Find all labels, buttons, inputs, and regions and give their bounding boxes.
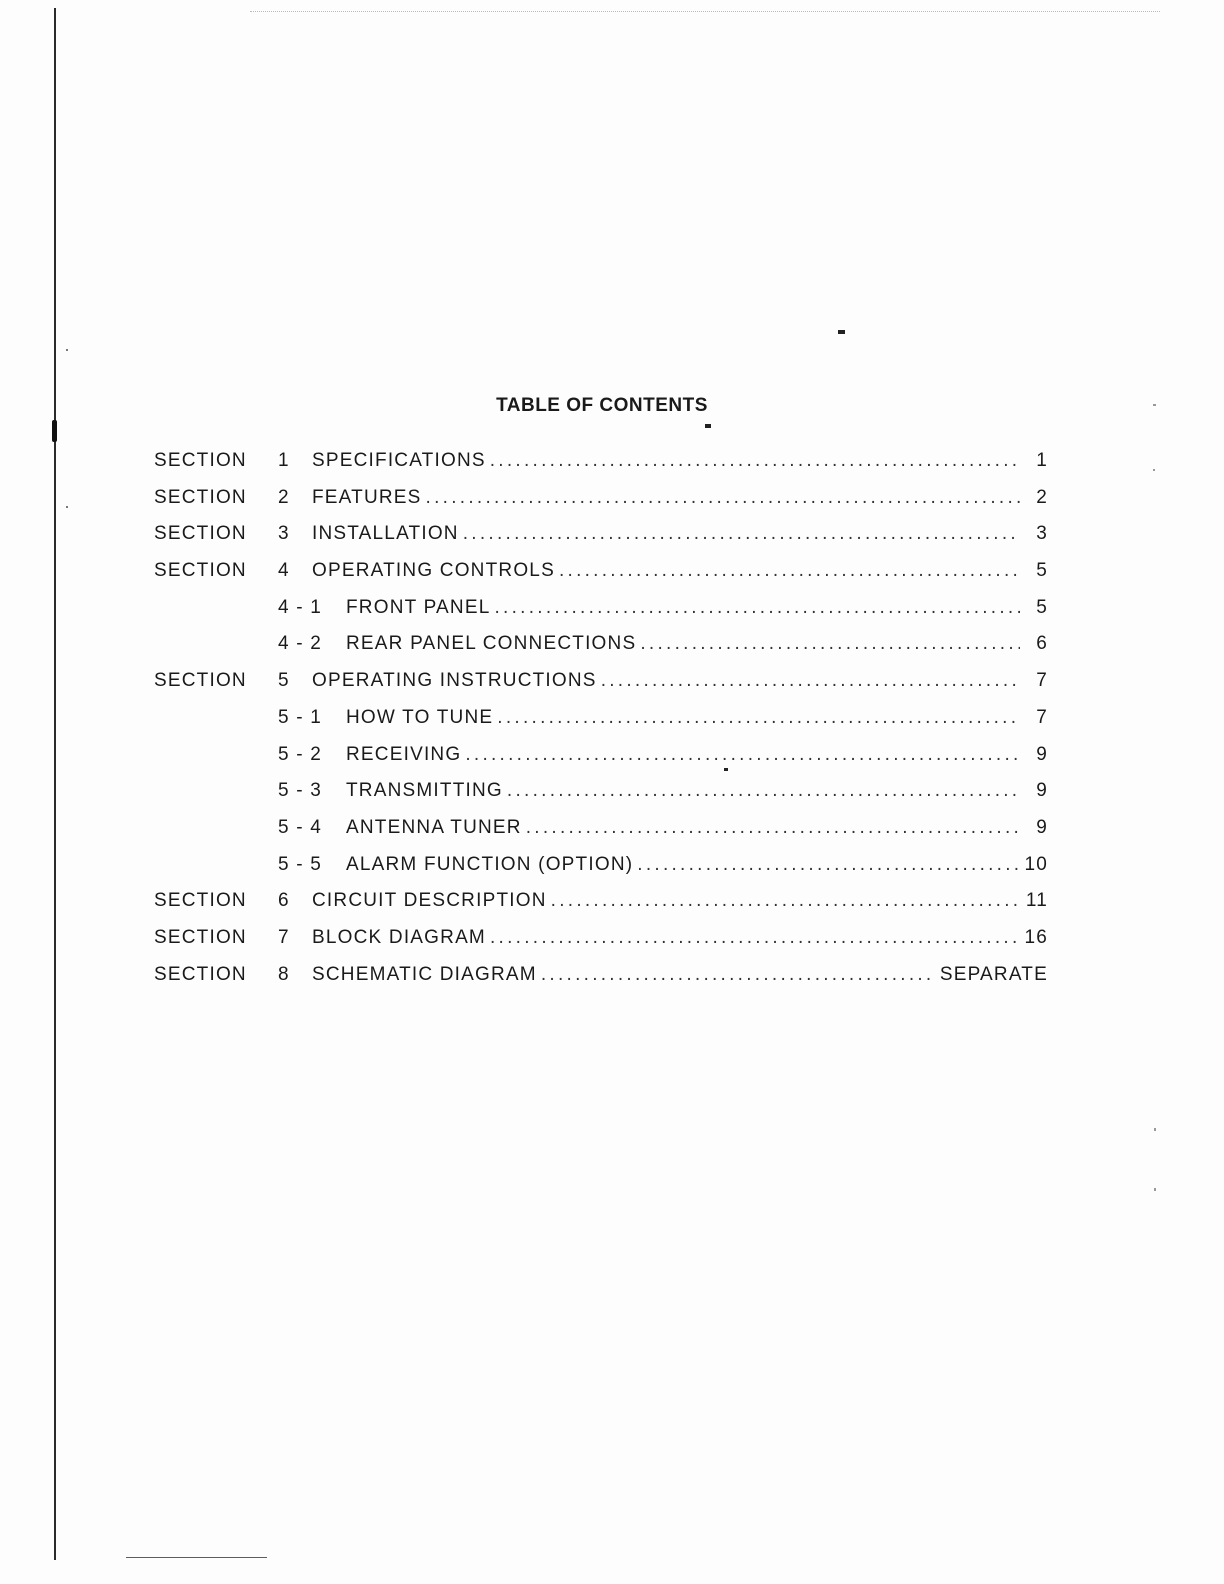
toc-section-label: SECTION xyxy=(154,670,247,692)
toc-section-number: 6 xyxy=(278,890,290,912)
toc-subentry[interactable] xyxy=(154,631,1048,668)
toc-entry-title: ANTENNA TUNER xyxy=(346,816,522,838)
dot-leader xyxy=(463,523,1020,545)
toc-page-number: 9 xyxy=(1036,743,1048,765)
toc-entry-title: TRANSMITTING xyxy=(346,780,503,802)
toc-section-number: 5 xyxy=(278,670,290,692)
toc-section-label: SECTION xyxy=(154,450,247,471)
toc-section-label: SECTION xyxy=(154,926,247,948)
toc-entry-title: SCHEMATIC DIAGRAM xyxy=(312,963,537,985)
dot-leader xyxy=(497,707,1020,729)
toc-subsection-number: 5 - 2 xyxy=(278,743,323,765)
dot-leader xyxy=(494,597,1020,619)
toc-entry-title: OPERATING INSTRUCTIONS xyxy=(312,670,597,692)
toc-section-label: SECTION xyxy=(154,523,247,545)
toc-subentry[interactable] xyxy=(154,595,1048,632)
toc-page-number: 5 xyxy=(1036,596,1048,618)
toc-page-number: 1 xyxy=(1036,450,1048,471)
scan-speck xyxy=(838,330,845,334)
toc-page-number: 7 xyxy=(1036,670,1048,692)
toc-entry[interactable] xyxy=(154,485,1048,522)
dot-leader xyxy=(526,817,1020,839)
dot-leader xyxy=(559,560,1020,582)
toc-page-number: 16 xyxy=(1024,926,1048,948)
scan-speck xyxy=(1154,1128,1156,1131)
toc-entry-line xyxy=(312,964,1048,986)
toc-entry-line xyxy=(346,744,1048,766)
toc-entry-title: FEATURES xyxy=(312,486,422,508)
dot-leader xyxy=(465,744,1020,766)
toc-subsection-number: 5 - 4 xyxy=(278,816,323,838)
toc-entry-line xyxy=(312,890,1048,912)
toc-subsection-number: 4 - 1 xyxy=(278,596,323,618)
dot-leader xyxy=(490,927,1018,949)
toc-entry[interactable] xyxy=(154,448,1048,485)
toc-entry[interactable] xyxy=(154,888,1048,925)
toc-entry-title: RECEIVING xyxy=(346,743,462,765)
toc-page-number: 9 xyxy=(1036,780,1048,802)
toc-entry-line xyxy=(312,670,1048,692)
toc-heading-text: TABLE OF CONTENTS xyxy=(496,395,708,416)
toc-entry-line xyxy=(346,854,1048,876)
scan-speck xyxy=(705,424,711,428)
toc-section-label: SECTION xyxy=(154,963,247,985)
dot-leader xyxy=(601,670,1020,692)
toc-entry-line xyxy=(346,780,1048,802)
toc-section-number: 1 xyxy=(278,450,290,471)
page-edge-line xyxy=(54,8,56,1560)
toc-entry[interactable] xyxy=(154,925,1048,962)
toc-section-label: SECTION xyxy=(154,560,247,582)
toc-entry-title: OPERATING CONTROLS xyxy=(312,560,555,582)
dot-leader xyxy=(551,890,1020,912)
toc-entry[interactable] xyxy=(154,521,1048,558)
top-scan-dots xyxy=(250,11,1160,13)
toc-entry-title: CIRCUIT DESCRIPTION xyxy=(312,890,547,912)
toc-entry-line xyxy=(346,597,1048,619)
toc-entry-line xyxy=(346,707,1048,729)
toc-subentry[interactable] xyxy=(154,705,1048,742)
scan-speck xyxy=(1153,469,1155,471)
toc-subsection-number: 5 - 3 xyxy=(278,780,323,802)
scan-speck xyxy=(1154,1188,1156,1191)
toc-entry[interactable] xyxy=(154,962,1048,999)
toc-subsection-number: 5 - 5 xyxy=(278,853,323,875)
toc-section-number: 2 xyxy=(278,486,290,508)
toc-page-number: 2 xyxy=(1036,486,1048,508)
toc-entry[interactable] xyxy=(154,558,1048,595)
toc-entry[interactable] xyxy=(154,668,1048,705)
toc-entry-line xyxy=(346,633,1048,655)
toc-entry-line xyxy=(312,450,1048,472)
toc-page-number: 10 xyxy=(1024,853,1048,875)
toc-subentry[interactable] xyxy=(154,778,1048,815)
dot-leader xyxy=(507,780,1020,802)
scan-speck xyxy=(66,506,68,508)
toc-subentry[interactable] xyxy=(154,742,1048,779)
toc-entry-title: REAR PANEL CONNECTIONS xyxy=(346,633,637,655)
toc-entry-line xyxy=(312,523,1048,545)
toc-section-number: 3 xyxy=(278,523,290,545)
toc-section-number: 7 xyxy=(278,926,290,948)
table-of-contents xyxy=(154,448,1048,998)
toc-page-number: 7 xyxy=(1036,706,1048,728)
toc-page-number: SEPARATE xyxy=(939,963,1048,985)
dot-leader xyxy=(640,633,1020,655)
toc-subsection-number: 4 - 2 xyxy=(278,633,323,655)
dot-leader xyxy=(541,964,934,986)
toc-page-number: 9 xyxy=(1036,816,1048,838)
toc-subentry[interactable] xyxy=(154,815,1048,852)
toc-entry-line xyxy=(346,817,1048,839)
toc-subsection-number: 5 - 1 xyxy=(278,706,323,728)
bottom-rule xyxy=(126,1557,267,1558)
toc-page-number: 6 xyxy=(1036,633,1048,655)
toc-page-number: 11 xyxy=(1025,890,1048,912)
toc-entry-title: FRONT PANEL xyxy=(346,596,491,618)
toc-section-number: 4 xyxy=(278,560,290,582)
toc-entry-title: HOW TO TUNE xyxy=(346,706,494,728)
toc-entry-line xyxy=(312,487,1048,509)
toc-section-number: 8 xyxy=(278,963,290,985)
toc-page-number: 3 xyxy=(1036,523,1048,545)
toc-entry-line xyxy=(312,927,1048,949)
page-edge-notch xyxy=(52,420,57,442)
toc-page-number: 5 xyxy=(1036,560,1048,582)
scan-speck xyxy=(66,349,68,351)
toc-entry-title: INSTALLATION xyxy=(312,523,459,545)
dot-leader xyxy=(490,450,1020,472)
toc-subentry[interactable] xyxy=(154,852,1048,889)
toc-entry-title: BLOCK DIAGRAM xyxy=(312,926,486,948)
toc-entry-line xyxy=(312,560,1048,582)
toc-entry-title: SPECIFICATIONS xyxy=(312,450,486,471)
toc-section-label: SECTION xyxy=(154,486,247,508)
dot-leader xyxy=(637,854,1018,876)
toc-entry-title: ALARM FUNCTION (OPTION) xyxy=(346,853,634,875)
toc-heading xyxy=(0,395,1224,417)
toc-section-label: SECTION xyxy=(154,890,247,912)
dot-leader xyxy=(426,487,1020,509)
